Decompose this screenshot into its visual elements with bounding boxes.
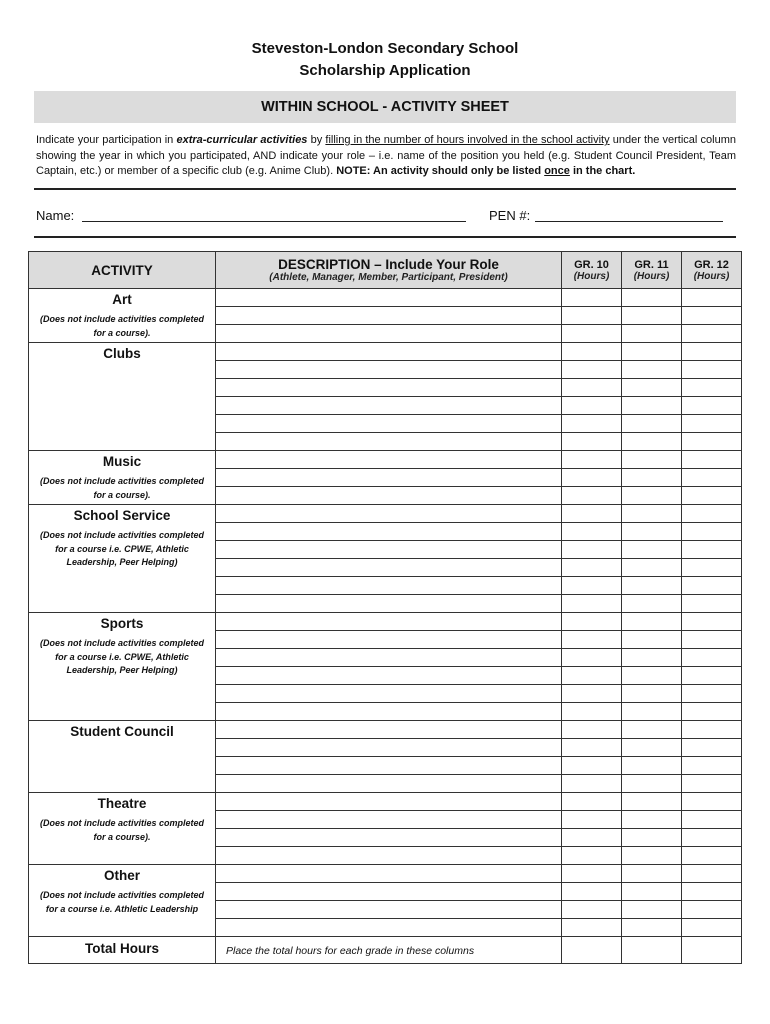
grade-11-hours-cell[interactable]	[622, 577, 682, 595]
grade-10-hours-cell[interactable]	[562, 919, 622, 937]
description-input-cell[interactable]	[216, 685, 562, 703]
description-column-header	[216, 252, 562, 289]
grade-11-hours-cell[interactable]	[622, 793, 682, 811]
description-input-cell[interactable]	[216, 811, 562, 829]
description-input-cell[interactable]	[216, 433, 562, 451]
grade-11-hours-cell[interactable]	[622, 667, 682, 685]
grade-12-hours-cell[interactable]	[682, 325, 742, 343]
instructions-underlined: filling in the number of hours involved in the school activity	[325, 134, 610, 146]
description-input-cell[interactable]	[216, 793, 562, 811]
grade-12-hours-cell[interactable]	[682, 451, 742, 469]
grade-12-hours-cell[interactable]	[682, 433, 742, 451]
grade-12-hours-cell[interactable]	[682, 595, 742, 613]
instructions-text: under the vertical column showing the year in which you participated, AND indicate your role – i.e. name of the position you held (e.g. Student Council President, Team Captain, etc.) or member of a specific club (e.g. Anime Club).	[36, 134, 736, 178]
description-input-cell[interactable]	[216, 541, 562, 559]
table-row	[29, 451, 742, 469]
grade-11-hours-cell[interactable]	[622, 451, 682, 469]
grade-12-hours-cell[interactable]	[682, 505, 742, 523]
description-input-cell[interactable]	[216, 325, 562, 343]
activity-note: (Does not include activities completed for a course).	[39, 314, 205, 338]
name-field[interactable]	[82, 221, 466, 222]
description-input-cell[interactable]	[216, 361, 562, 379]
table-row	[29, 505, 742, 523]
activity-note: (Does not include activities completed for a course i.e. Athletic Leadership	[39, 890, 205, 914]
grade-12-hours-cell[interactable]	[682, 739, 742, 757]
grade-10-hours-cell[interactable]	[562, 793, 622, 811]
instructions-text: by	[307, 134, 326, 146]
pen-field[interactable]	[535, 221, 723, 222]
name-label: Name:	[36, 208, 75, 223]
grade-11-hours-cell[interactable]	[622, 847, 682, 865]
grade-11-hours-cell[interactable]	[622, 541, 682, 559]
grade-10-total-cell[interactable]	[562, 937, 622, 964]
divider-rule	[34, 188, 736, 190]
grade-12-hours-cell[interactable]	[682, 523, 742, 541]
instructions-emphasis: extra-curricular activities	[176, 134, 308, 146]
grade-sub: (Hours)	[633, 270, 670, 282]
grade-10-hours-cell[interactable]	[562, 289, 622, 307]
grade-12-header	[682, 252, 742, 289]
description-input-cell[interactable]	[216, 775, 562, 793]
grade-11-hours-cell[interactable]	[622, 343, 682, 361]
description-input-cell[interactable]	[216, 289, 562, 307]
grade-11-hours-cell[interactable]	[622, 505, 682, 523]
grade-10-hours-cell[interactable]	[562, 379, 622, 397]
grade-12-hours-cell[interactable]	[682, 901, 742, 919]
grade-12-hours-cell[interactable]	[682, 343, 742, 361]
activity-name: Sports	[100, 616, 144, 631]
instructions	[36, 133, 736, 180]
description-input-cell[interactable]	[216, 559, 562, 577]
grade-12-hours-cell[interactable]	[682, 811, 742, 829]
grade-12-hours-cell[interactable]	[682, 919, 742, 937]
grade-12-hours-cell[interactable]	[682, 289, 742, 307]
grade-11-hours-cell[interactable]	[622, 721, 682, 739]
description-input-cell[interactable]	[216, 523, 562, 541]
grade-10-hours-cell[interactable]	[562, 577, 622, 595]
description-input-cell[interactable]	[216, 829, 562, 847]
grade-12-hours-cell[interactable]	[682, 487, 742, 505]
grade-11-hours-cell[interactable]	[622, 613, 682, 631]
grade-12-hours-cell[interactable]	[682, 469, 742, 487]
description-input-cell[interactable]	[216, 595, 562, 613]
grade-11-hours-cell[interactable]	[622, 883, 682, 901]
grade-11-hours-cell[interactable]	[622, 397, 682, 415]
activity-note: (Does not include activities completed for a course).	[39, 818, 205, 842]
grade-11-hours-cell[interactable]	[622, 811, 682, 829]
grade-10-hours-cell[interactable]	[562, 433, 622, 451]
grade-label: GR. 12	[694, 258, 729, 271]
total-hours-label: Total Hours	[85, 941, 159, 956]
activity-cell	[29, 865, 216, 937]
instructions-note: in the chart.	[569, 165, 636, 178]
grade-12-hours-cell[interactable]	[682, 379, 742, 397]
grade-12-hours-cell[interactable]	[682, 613, 742, 631]
activity-table	[28, 251, 742, 964]
activity-name: Theatre	[97, 796, 147, 811]
grade-11-total-cell[interactable]	[622, 937, 682, 964]
description-input-cell[interactable]	[216, 469, 562, 487]
grade-11-hours-cell[interactable]	[622, 649, 682, 667]
grade-11-hours-cell[interactable]	[622, 379, 682, 397]
activity-name: Student Council	[70, 724, 174, 739]
grade-10-hours-cell[interactable]	[562, 613, 622, 631]
description-header-sub: (Athlete, Manager, Member, Participant, President)	[269, 272, 508, 283]
grade-10-hours-cell[interactable]	[562, 451, 622, 469]
activity-cell	[29, 505, 216, 613]
grade-sub: (Hours)	[693, 270, 730, 282]
table-row	[29, 721, 742, 739]
grade-12-hours-cell[interactable]	[682, 829, 742, 847]
activity-column-header	[29, 252, 216, 289]
grade-12-hours-cell[interactable]	[682, 667, 742, 685]
grade-10-hours-cell[interactable]	[562, 631, 622, 649]
grade-12-hours-cell[interactable]	[682, 793, 742, 811]
activity-cell	[29, 451, 216, 505]
activity-name: Other	[103, 868, 140, 883]
grade-12-hours-cell[interactable]	[682, 685, 742, 703]
total-hours-label-cell	[29, 937, 216, 964]
grade-10-hours-cell[interactable]	[562, 541, 622, 559]
description-input-cell[interactable]	[216, 883, 562, 901]
grade-11-hours-cell[interactable]	[622, 307, 682, 325]
pen-label: PEN #:	[489, 208, 531, 223]
grade-12-total-cell[interactable]	[682, 937, 742, 964]
activity-cell	[29, 289, 216, 343]
description-input-cell[interactable]	[216, 487, 562, 505]
description-input-cell[interactable]	[216, 577, 562, 595]
grade-10-hours-cell[interactable]	[562, 487, 622, 505]
grade-10-hours-cell[interactable]	[562, 523, 622, 541]
school-heading	[0, 38, 770, 82]
description-input-cell[interactable]	[216, 379, 562, 397]
description-input-cell[interactable]	[216, 919, 562, 937]
grade-11-hours-cell[interactable]	[622, 739, 682, 757]
description-input-cell[interactable]	[216, 505, 562, 523]
total-row	[29, 937, 742, 964]
grade-11-hours-cell[interactable]	[622, 433, 682, 451]
activity-note: (Does not include activities completed for a course i.e. CPWE, Athletic Leadership, Peer Helping)	[39, 638, 205, 675]
description-input-cell[interactable]	[216, 307, 562, 325]
grade-11-hours-cell[interactable]	[622, 595, 682, 613]
grade-10-hours-cell[interactable]	[562, 649, 622, 667]
grade-10-hours-cell[interactable]	[562, 505, 622, 523]
grade-11-hours-cell[interactable]	[622, 757, 682, 775]
description-input-cell[interactable]	[216, 721, 562, 739]
grade-12-hours-cell[interactable]	[682, 703, 742, 721]
grade-10-hours-cell[interactable]	[562, 883, 622, 901]
grade-10-header	[562, 252, 622, 289]
grade-11-hours-cell[interactable]	[622, 703, 682, 721]
activity-name: Music	[102, 454, 142, 469]
grade-10-hours-cell[interactable]	[562, 307, 622, 325]
description-input-cell[interactable]	[216, 757, 562, 775]
activity-cell	[29, 613, 216, 721]
description-input-cell[interactable]	[216, 667, 562, 685]
grade-10-hours-cell[interactable]	[562, 325, 622, 343]
instructions-note: NOTE: An activity should only be listed	[336, 165, 545, 178]
divider-rule	[34, 236, 736, 238]
description-input-cell[interactable]	[216, 343, 562, 361]
grade-10-hours-cell[interactable]	[562, 595, 622, 613]
grade-11-hours-cell[interactable]	[622, 523, 682, 541]
grade-11-hours-cell[interactable]	[622, 919, 682, 937]
grade-11-hours-cell[interactable]	[622, 775, 682, 793]
grade-12-hours-cell[interactable]	[682, 541, 742, 559]
grade-10-hours-cell[interactable]	[562, 397, 622, 415]
grade-12-hours-cell[interactable]	[682, 649, 742, 667]
grade-10-hours-cell[interactable]	[562, 775, 622, 793]
description-input-cell[interactable]	[216, 613, 562, 631]
total-hours-instruction-cell	[216, 937, 562, 964]
school-name: Steveston-London Secondary School	[251, 40, 519, 57]
grade-10-hours-cell[interactable]	[562, 667, 622, 685]
description-input-cell[interactable]	[216, 865, 562, 883]
grade-12-hours-cell[interactable]	[682, 631, 742, 649]
table-row	[29, 343, 742, 361]
grade-11-header	[622, 252, 682, 289]
grade-12-hours-cell[interactable]	[682, 847, 742, 865]
grade-10-hours-cell[interactable]	[562, 703, 622, 721]
grade-10-hours-cell[interactable]	[562, 721, 622, 739]
table-row	[29, 865, 742, 883]
grade-11-hours-cell[interactable]	[622, 325, 682, 343]
grade-12-hours-cell[interactable]	[682, 361, 742, 379]
description-header-label: DESCRIPTION – Include Your Role	[278, 257, 499, 272]
grade-12-hours-cell[interactable]	[682, 415, 742, 433]
grade-11-hours-cell[interactable]	[622, 415, 682, 433]
activity-note: (Does not include activities completed for a course i.e. CPWE, Athletic Leadership, Peer Helping)	[39, 530, 205, 567]
activity-name: Art	[112, 292, 132, 307]
sheet-title-banner: WITHIN SCHOOL - ACTIVITY SHEET	[34, 91, 736, 123]
grade-12-hours-cell[interactable]	[682, 577, 742, 595]
grade-12-hours-cell[interactable]	[682, 775, 742, 793]
activity-name: Clubs	[103, 346, 141, 361]
grade-12-hours-cell[interactable]	[682, 559, 742, 577]
activity-header-label: ACTIVITY	[91, 262, 153, 278]
total-hours-instruction: Place the total hours for each grade in these columns	[226, 945, 475, 957]
grade-10-hours-cell[interactable]	[562, 829, 622, 847]
grade-12-hours-cell[interactable]	[682, 307, 742, 325]
activity-cell	[29, 343, 216, 451]
grade-11-hours-cell[interactable]	[622, 685, 682, 703]
activity-name: School Service	[73, 508, 171, 523]
grade-12-hours-cell[interactable]	[682, 397, 742, 415]
activity-note: (Does not include activities completed for a course).	[39, 476, 205, 500]
description-input-cell[interactable]	[216, 415, 562, 433]
grade-10-hours-cell[interactable]	[562, 811, 622, 829]
grade-11-hours-cell[interactable]	[622, 361, 682, 379]
grade-10-hours-cell[interactable]	[562, 757, 622, 775]
grade-11-hours-cell[interactable]	[622, 901, 682, 919]
activity-cell	[29, 721, 216, 793]
grade-10-hours-cell[interactable]	[562, 469, 622, 487]
description-input-cell[interactable]	[216, 649, 562, 667]
grade-10-hours-cell[interactable]	[562, 415, 622, 433]
grade-12-hours-cell[interactable]	[682, 721, 742, 739]
table-row	[29, 289, 742, 307]
grade-10-hours-cell[interactable]	[562, 901, 622, 919]
grade-label: GR. 10	[574, 258, 609, 271]
grade-12-hours-cell[interactable]	[682, 865, 742, 883]
grade-11-hours-cell[interactable]	[622, 487, 682, 505]
grade-11-hours-cell[interactable]	[622, 469, 682, 487]
grade-sub: (Hours)	[573, 270, 610, 282]
description-input-cell[interactable]	[216, 631, 562, 649]
instructions-text: Indicate your participation in	[36, 134, 177, 146]
grade-10-hours-cell[interactable]	[562, 739, 622, 757]
grade-12-hours-cell[interactable]	[682, 757, 742, 775]
grade-11-hours-cell[interactable]	[622, 829, 682, 847]
grade-10-hours-cell[interactable]	[562, 685, 622, 703]
grade-10-hours-cell[interactable]	[562, 865, 622, 883]
description-input-cell[interactable]	[216, 901, 562, 919]
table-row	[29, 613, 742, 631]
description-input-cell[interactable]	[216, 703, 562, 721]
description-input-cell[interactable]	[216, 451, 562, 469]
grade-11-hours-cell[interactable]	[622, 631, 682, 649]
grade-label: GR. 11	[634, 258, 669, 271]
description-input-cell[interactable]	[216, 739, 562, 757]
grade-10-hours-cell[interactable]	[562, 343, 622, 361]
activity-cell	[29, 793, 216, 865]
grade-10-hours-cell[interactable]	[562, 361, 622, 379]
grade-11-hours-cell[interactable]	[622, 289, 682, 307]
grade-12-hours-cell[interactable]	[682, 883, 742, 901]
table-row	[29, 793, 742, 811]
application-title: Scholarship Application	[299, 62, 471, 79]
instructions-note-emphasis: once	[544, 165, 570, 178]
description-input-cell[interactable]	[216, 847, 562, 865]
grade-11-hours-cell[interactable]	[622, 865, 682, 883]
grade-10-hours-cell[interactable]	[562, 559, 622, 577]
grade-11-hours-cell[interactable]	[622, 559, 682, 577]
description-input-cell[interactable]	[216, 397, 562, 415]
grade-10-hours-cell[interactable]	[562, 847, 622, 865]
